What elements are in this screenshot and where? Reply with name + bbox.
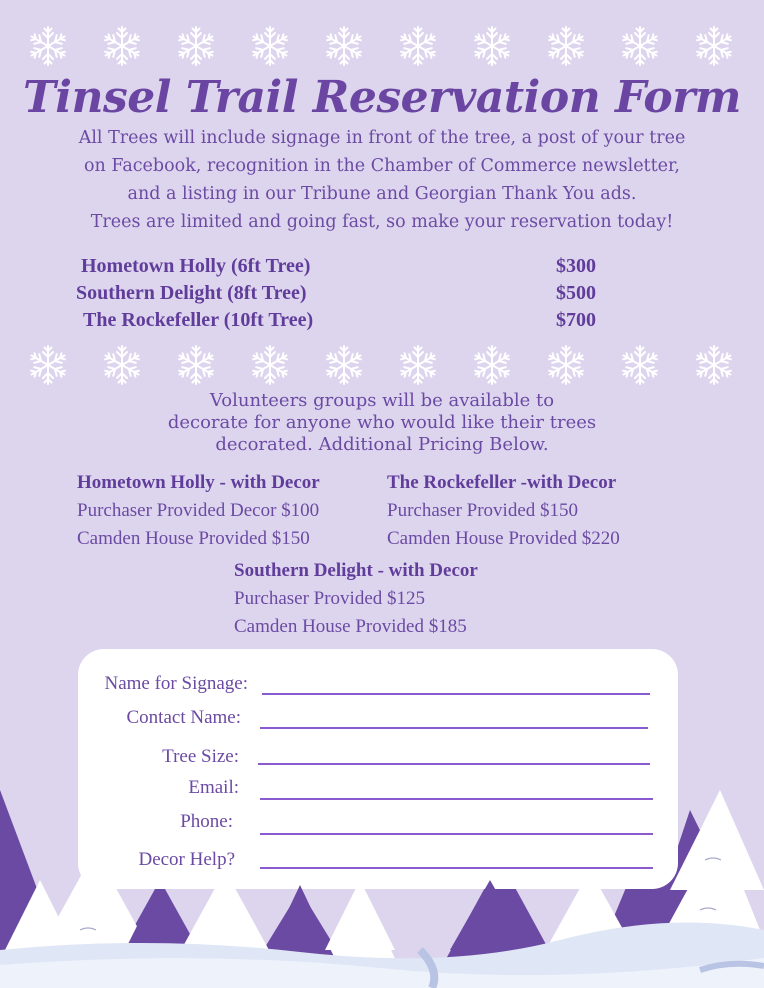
snowflake-icon — [174, 343, 218, 387]
snowflake-row-top — [0, 24, 764, 72]
price-name: The Rockefeller (10ft Tree) — [83, 309, 314, 331]
volunteer-line-1: Volunteers groups will be available to — [209, 390, 555, 411]
decor-heading: Southern Delight - with Decor — [234, 560, 478, 581]
decor-heading: Hometown Holly - with Decor — [77, 472, 320, 493]
intro-line-3: and a listing in our Tribune and Georgian Thank You ads. — [127, 184, 637, 204]
decor-line: Purchaser Provided $150 — [387, 500, 579, 521]
snowflake-icon — [248, 343, 292, 387]
price-amount: $700 — [556, 309, 596, 331]
snowflake-icon — [396, 343, 440, 387]
decor-line: Camden House Provided $220 — [387, 528, 620, 549]
contact-name-field[interactable] — [260, 727, 648, 729]
decor-rockefeller — [387, 469, 620, 553]
snowflake-icon — [618, 343, 662, 387]
name-for-signage-label: Name for Signage: — [104, 673, 248, 694]
email-field[interactable] — [260, 798, 653, 800]
decor-line: Purchaser Provided $125 — [234, 588, 426, 609]
decor-southern-delight — [234, 557, 478, 641]
decor-heading: The Rockefeller -with Decor — [387, 472, 617, 493]
snowflake-icon — [544, 24, 588, 68]
snowflake-icon — [692, 343, 736, 387]
volunteer-note — [100, 390, 664, 456]
snowflake-icon — [470, 24, 514, 68]
page-title: Tinsel Trail Reservation Form — [23, 72, 741, 123]
email-label: Email: — [188, 777, 239, 798]
intro-paragraph — [30, 124, 734, 236]
intro-line-1: All Trees will include signage in front of the tree, a post of your tree — [78, 128, 686, 148]
snowflake-icon — [26, 343, 70, 387]
snowflake-icon — [618, 24, 662, 68]
snowflake-icon — [248, 24, 292, 68]
form-row-email — [78, 775, 678, 801]
decor-help-field[interactable] — [260, 867, 653, 869]
form-row-contact-name — [78, 705, 678, 731]
price-row-rockefeller — [0, 309, 764, 336]
snowflake-icon — [322, 24, 366, 68]
snowflake-icon — [396, 24, 440, 68]
decor-line: Camden House Provided $185 — [234, 616, 467, 637]
snowflake-icon — [100, 343, 144, 387]
name-for-signage-field[interactable] — [262, 693, 650, 695]
intro-line-2: on Facebook, recognition in the Chamber of Commerce newsletter, — [84, 156, 680, 176]
snowflake-icon — [692, 24, 736, 68]
reservation-form-card — [78, 649, 678, 889]
snowflake-icon — [544, 343, 588, 387]
snowflake-icon — [100, 24, 144, 68]
form-row-decor-help — [78, 847, 678, 873]
tree-size-label: Tree Size: — [162, 746, 239, 767]
price-name: Southern Delight (8ft Tree) — [76, 282, 307, 304]
price-name: Hometown Holly (6ft Tree) — [81, 255, 311, 277]
contact-name-label: Contact Name: — [126, 707, 241, 728]
decor-line: Purchaser Provided Decor $100 — [77, 500, 320, 521]
volunteer-line-3: decorated. Additional Pricing Below. — [215, 434, 549, 455]
phone-field[interactable] — [260, 833, 653, 835]
form-row-name-for-signage — [78, 671, 678, 697]
snow-ground-illustration — [0, 880, 764, 988]
decor-hometown-holly — [77, 469, 320, 553]
price-row-hometown-holly — [0, 255, 764, 282]
tree-size-field[interactable] — [258, 763, 650, 765]
form-row-phone — [78, 809, 678, 835]
decor-line: Camden House Provided $150 — [77, 528, 310, 549]
phone-label: Phone: — [180, 811, 233, 832]
snowflake-icon — [322, 343, 366, 387]
snowflake-icon — [470, 343, 514, 387]
snowflake-icon — [174, 24, 218, 68]
snowflake-row-middle — [0, 343, 764, 391]
intro-line-4: Trees are limited and going fast, so make your reservation today! — [90, 212, 674, 232]
form-row-tree-size — [78, 744, 678, 770]
price-amount: $500 — [556, 282, 596, 304]
snowflake-icon — [26, 24, 70, 68]
price-amount: $300 — [556, 255, 596, 277]
volunteer-line-2: decorate for anyone who would like their trees — [167, 412, 597, 433]
decor-help-label: Decor Help? — [138, 849, 235, 870]
price-row-southern-delight — [0, 282, 764, 309]
